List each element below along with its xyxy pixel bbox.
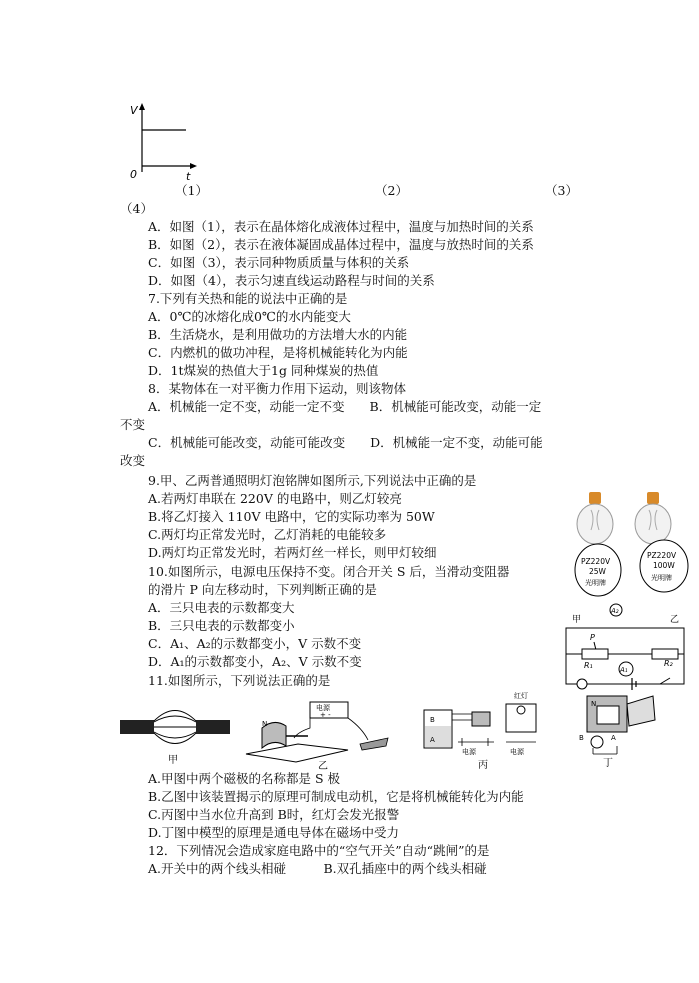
lamp-jia-label: 甲 — [572, 615, 582, 625]
fig-bing-red-lamp: 红灯 — [514, 692, 528, 700]
circuit-figure — [562, 602, 692, 690]
lamp-yi-label: 乙 — [670, 615, 680, 625]
fig-label-4: （4） — [120, 201, 153, 216]
fig-label-3: （3） — [545, 183, 578, 198]
q9-option-b: B.将乙灯接入 110V 电路中，它的实际功率为 50W — [148, 509, 435, 524]
fig-label-2: （2） — [375, 183, 408, 198]
rheostat-r1 — [582, 649, 608, 659]
r1-label: R₁ — [584, 661, 593, 670]
r2-label: R₂ — [664, 659, 673, 668]
q8-options-ab: A．机械能一定不变，动能一定不变 B．机械能可能改变，动能一定 — [148, 399, 542, 414]
fig-ding-b: B — [579, 734, 584, 742]
bulb-yi-brand: 光明牌 — [651, 574, 672, 582]
q8-options-cd-cont: 改变 — [120, 453, 146, 468]
fig-bing-source-1: 电源 — [462, 748, 476, 756]
q6-option-a: A．如图（1），表示在晶体熔化成液体过程中，温度与加热时间的关系 — [148, 219, 534, 234]
q10-option-a: A．三只电表的示数都变大 — [148, 600, 295, 615]
graph-1 — [128, 100, 198, 182]
fig-bing-b: B — [430, 716, 435, 724]
q6-option-c: C．如图（3），表示同种物质质量与体积的关系 — [148, 255, 410, 270]
q11-option-a: A.甲图中两个磁极的名称都是 S 极 — [148, 771, 341, 786]
q8-options-cd: C．机械能可能改变，动能可能改变 D．机械能一定不变，动能可能 — [148, 435, 543, 450]
q8-stem: 8．某物体在一对平衡力作用下运动，则该物体 — [148, 381, 406, 396]
bulb-yi — [635, 492, 671, 544]
fig-label-1: （1） — [175, 183, 208, 198]
fig-bing-alarm — [418, 690, 553, 770]
q9-option-d: D.两灯均正常发光时，若两灯丝一样长，则甲灯较细 — [148, 545, 437, 560]
fig-ding-a: A — [611, 734, 616, 742]
ammeter-a2-label: A₂ — [611, 607, 619, 615]
fig-jia-label: 甲 — [168, 755, 178, 766]
graph-1-origin: 0 — [130, 168, 137, 181]
q10-stem-line2: 的滑片 P 向左移动时，下列判断正确的是 — [148, 582, 377, 597]
fig-yi-polarity: + - — [320, 711, 331, 719]
bulb-jia — [577, 492, 613, 544]
fig-yi-apparatus — [238, 698, 396, 770]
q12-options-ab: A.开关中的两个线头相碰 B.双孔插座中的两个线头相碰 — [148, 861, 487, 876]
q6-option-b: B．如图（2），表示在液体凝固成晶体过程中，温度与放热时间的关系 — [148, 237, 534, 252]
q7-option-b: B．生活烧水，是利用做功的方法增大水的内能 — [148, 327, 408, 342]
fig-yi-n-pole: N — [262, 720, 268, 728]
q8-options-ab-cont: 不变 — [120, 417, 146, 432]
q9-option-a: A.若两灯串联在 220V 的电路中，则乙灯较亮 — [148, 491, 402, 506]
q9-option-c: C.两灯均正常发光时，乙灯消耗的电能较多 — [148, 527, 387, 542]
slider-p-label: P — [590, 633, 595, 642]
fig-ding-n: N — [591, 700, 597, 708]
q7-option-a: A．0℃的冰熔化成0℃的水内能变大 — [148, 309, 351, 324]
q12-stem: 12．下列情况会造成家庭电路中的“空气开关”自动“跳闸”的是 — [148, 843, 490, 858]
q10-option-d: D．A₁的示数都变小，A₂、V 示数不变 — [148, 654, 362, 669]
fig-bing-source-2: 电源 — [510, 748, 524, 756]
fig-ding-motor — [573, 690, 668, 768]
ammeter-a1-label: A₁ — [620, 666, 628, 674]
q7-option-d: D．1t煤炭的热值大于1g 同种煤炭的热值 — [148, 363, 379, 378]
bulb-jia-power: 25W — [589, 567, 606, 576]
fig-yi-label: 乙 — [318, 761, 328, 770]
q11-option-c: C.丙图中当水位升高到 B时，红灯会发光报警 — [148, 807, 400, 822]
q11-option-d: D.丁图中模型的原理是通电导体在磁场中受力 — [148, 825, 400, 840]
fig-jia-magnets — [118, 700, 233, 766]
fig-ding-label: 丁 — [603, 758, 613, 768]
fig-bing-a: A — [430, 736, 435, 744]
fig-yi-source: 电源 — [316, 704, 330, 712]
fig-bing-label: 丙 — [478, 760, 488, 770]
resistor-r2 — [652, 649, 678, 659]
q6-option-d: D．如图（4），表示匀速直线运动路程与时间的关系 — [148, 273, 435, 288]
graph-1-y-label: V — [130, 104, 138, 117]
q10-option-b: B．三只电表的示数都变小 — [148, 618, 295, 633]
q9-stem: 9.甲、乙两普通照明灯泡铭牌如图所示,下列说法中正确的是 — [148, 473, 477, 488]
bulb-yi-power: 100W — [653, 561, 675, 570]
graph-1-x-label: t — [186, 170, 191, 182]
bulb-yi-rating: PZ220V — [647, 551, 677, 560]
bulb-jia-rating: PZ220V — [581, 557, 611, 566]
voltmeter — [577, 679, 587, 689]
q10-stem-line1: 10.如图所示，电源电压保持不变。闭合开关 S 后，当滑动变阻器 — [148, 564, 510, 579]
q10-option-c: C．A₁、A₂的示数都变小，V 示数不变 — [148, 636, 362, 651]
q11-stem: 11.如图所示，下列说法正确的是 — [148, 673, 331, 688]
q11-option-b: B.乙图中该装置揭示的原理可制成电动机，它是将机械能转化为内能 — [148, 789, 524, 804]
bulbs-figure — [565, 488, 695, 600]
q7-option-c: C．内燃机的做功冲程，是将机械能转化为内能 — [148, 345, 408, 360]
bulb-jia-brand: 光明牌 — [585, 579, 606, 587]
q7-stem: 7.下列有关热和能的说法中正确的是 — [148, 291, 348, 306]
